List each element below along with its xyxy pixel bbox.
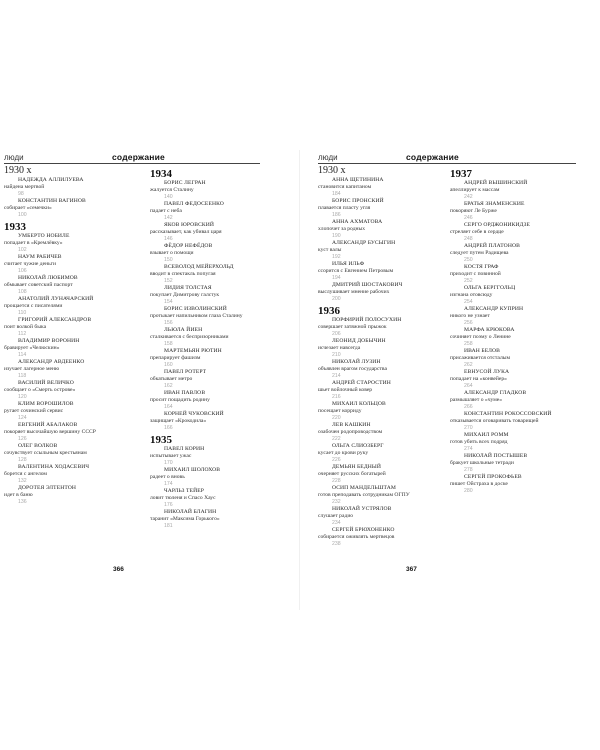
- entry-page: 146: [164, 236, 173, 242]
- entry-description: бравирует «Челюскин»: [4, 345, 60, 351]
- entry-description: шьет войлочный ковер: [318, 387, 373, 393]
- toc-entry[interactable]: [4, 198, 139, 219]
- entry-page: 120: [18, 394, 27, 400]
- toc-entry[interactable]: [4, 233, 139, 254]
- entry-description: покоряет высочайшую вершину СССР: [4, 429, 96, 435]
- entry-page: 266: [464, 404, 473, 410]
- toc-entry[interactable]: [4, 317, 139, 338]
- header-rule: [4, 163, 260, 164]
- toc-entry[interactable]: [318, 422, 453, 443]
- toc-entry[interactable]: [4, 338, 139, 359]
- toc-entry[interactable]: [4, 275, 139, 296]
- entry-name: МИХАИЛ РОММ: [464, 432, 509, 438]
- entry-name: ОЛЕГ ВОЛКОВ: [18, 443, 58, 449]
- entry-description: изгнана отовсюду: [450, 292, 493, 298]
- entry-description: рассказывает, как убивал царя: [150, 229, 222, 235]
- entry-page: 274: [464, 446, 473, 452]
- entry-description: собирается оживлять мертвецов: [318, 534, 395, 540]
- entry-description: попадает в «Кремлёвку»: [4, 240, 63, 246]
- entry-name: АНАТОЛИЙ ЛУНАЧАРСКИЙ: [18, 296, 94, 302]
- entry-description: апеллирует к массам: [450, 187, 500, 193]
- entry-description: готов убить всех подряд: [450, 439, 508, 445]
- entry-page: 142: [164, 215, 173, 221]
- entry-page: 234: [332, 520, 341, 526]
- entry-description: следует путем Радищева: [450, 250, 509, 256]
- entry-description: защищает «Крокодила»: [150, 418, 207, 424]
- entry-name: ВАЛЕНТИНА ХОДАСЕВИЧ: [18, 464, 90, 470]
- toc-entry[interactable]: [450, 432, 585, 453]
- entry-name: МАРФА КРЮКОВА: [464, 327, 515, 333]
- entry-name: ДМИТРИЙ ШОСТАКОВИЧ: [332, 282, 403, 288]
- entry-name: ГРИГОРИЙ АЛЕКСАНДРОВ: [18, 317, 92, 323]
- entry-description: размышляет о «чуме»: [450, 397, 503, 403]
- toc-section: [150, 434, 285, 530]
- entry-page: 190: [332, 233, 341, 239]
- entry-name: БОРИС ПРОНСКИЙ: [332, 198, 384, 204]
- toc-entry[interactable]: [450, 369, 585, 390]
- entry-description: прощается с писателями: [4, 303, 63, 309]
- toc-entry[interactable]: [450, 201, 585, 222]
- toc-entry[interactable]: [4, 485, 139, 506]
- entry-name: АЛЕКСАНДР АВДЕЕНКО: [18, 359, 85, 365]
- entry-name: ИВАН БЕЛОВ: [464, 348, 501, 354]
- toc-entry[interactable]: [4, 177, 139, 198]
- entry-name: ДЕМЬЯН БЕДНЫЙ: [332, 464, 381, 470]
- toc-entry[interactable]: [318, 282, 453, 303]
- entry-description: становится капитаном: [318, 184, 372, 190]
- toc-entry[interactable]: [450, 306, 585, 327]
- entry-name: КОНСТАНТИН ВАГИНОВ: [18, 198, 86, 204]
- entry-description: сообщает о «Смерть острове»: [4, 387, 76, 393]
- entry-description: таранит «Максима Горького»: [150, 516, 220, 522]
- entry-page: 152: [164, 278, 173, 284]
- toc-entry[interactable]: [150, 467, 285, 488]
- entry-name: ОЛЬГА БЕРГГОЛЬЦ: [464, 285, 516, 291]
- entry-name: АНДРЕЙ ВЫШИНСКИЙ: [464, 180, 528, 186]
- entry-description: приходит с повинной: [450, 271, 501, 277]
- entry-description: жалуется Сталину: [150, 187, 194, 193]
- entry-name: АННА ЩЕТИНИНА: [332, 177, 384, 183]
- toc-section: [318, 305, 453, 548]
- entry-name: СЕРГЕЙ ПРОКОФЬЕВ: [464, 474, 522, 480]
- toc-entry[interactable]: [4, 443, 139, 464]
- year-heading: 1933: [4, 221, 26, 233]
- entry-description: испытывает ужас: [150, 453, 192, 459]
- entry-name: ЛЬЮЛА ЙИЕН: [164, 327, 203, 333]
- entry-page: 258: [464, 341, 473, 347]
- entry-description: считает чужие деньги: [4, 261, 56, 267]
- entry-name: КОНСТАНТИН РОКОССОВСКИЙ: [464, 411, 552, 417]
- toc-entry[interactable]: [450, 453, 585, 474]
- entry-name: БРАТЬЯ ЗНАМЕНСКИЕ: [464, 201, 525, 207]
- entry-page: 160: [164, 362, 173, 368]
- toc-entry[interactable]: [318, 338, 453, 359]
- entry-page: 250: [464, 257, 473, 263]
- toc-entry[interactable]: [4, 464, 139, 485]
- entry-name: КЛИМ ВОРОШИЛОВ: [18, 401, 74, 407]
- entry-page: 210: [332, 352, 341, 358]
- entry-page: 136: [18, 499, 27, 505]
- entry-name: МАРТЕМЬЯН РЮТИН: [164, 348, 222, 354]
- toc-entry[interactable]: [450, 222, 585, 243]
- toc-entry[interactable]: [150, 509, 285, 530]
- toc-entry[interactable]: [150, 201, 285, 222]
- entry-description: ссорится с Евгением Петровым: [318, 268, 394, 274]
- decade-label: 1930 х: [318, 165, 346, 176]
- entry-name: ИЛЬЯ ИЛЬФ: [332, 261, 365, 267]
- entry-description: никого не узнает: [450, 313, 490, 319]
- header-rule: [318, 163, 576, 164]
- entry-name: НИКОЛАЙ ПОСТЫШЕВ: [464, 453, 528, 459]
- entry-description: слушает радио: [318, 513, 354, 519]
- entry-name: АЛЕКСАНДР ГЛАДКОВ: [464, 390, 527, 396]
- entry-description: готов преподавать сотрудникам ОГПУ: [318, 492, 410, 498]
- entry-page: 184: [332, 191, 341, 197]
- entry-name: ПАВЕЛ КОРИН: [164, 446, 205, 452]
- entry-description: бракует школьные тетради: [450, 460, 514, 466]
- entry-name: ПОРФИРИЙ ПОЛОСУХИН: [332, 317, 402, 323]
- entry-description: борется с ангелом: [4, 471, 47, 477]
- entry-page: 220: [332, 415, 341, 421]
- entry-page: 232: [332, 499, 341, 505]
- header-section-label: люди: [318, 153, 338, 162]
- entry-description: плавается пласту угля: [318, 205, 371, 211]
- toc-entry[interactable]: [450, 348, 585, 369]
- entry-page: 100: [18, 212, 27, 218]
- entry-description: обмывает советский паспорт: [4, 282, 73, 288]
- toc-entry[interactable]: [318, 401, 453, 422]
- entry-page: 124: [18, 415, 27, 421]
- page-number: 367: [406, 566, 417, 573]
- toc-entry[interactable]: [150, 222, 285, 243]
- entry-name: ОСИП МАНДЕЛЬШТАМ: [332, 485, 396, 491]
- entry-page: 242: [464, 194, 473, 200]
- entry-description: собирает «семечки»: [4, 205, 52, 211]
- entry-description: очерняет русских богатырей: [318, 471, 386, 477]
- entry-page: 214: [332, 373, 341, 379]
- header-title: содержание: [406, 152, 459, 162]
- entry-page: 176: [164, 502, 173, 508]
- entry-page: 98: [18, 191, 24, 197]
- entry-page: 278: [464, 467, 473, 473]
- year-heading: 1937: [450, 168, 472, 180]
- entry-page: 110: [18, 310, 27, 316]
- entry-page: 256: [464, 320, 473, 326]
- entry-page: 216: [332, 394, 341, 400]
- toc-entry[interactable]: [150, 446, 285, 467]
- toc-section: [4, 221, 139, 506]
- toc-section: [450, 168, 585, 495]
- entry-name: АНДРЕЙ СТАРОСТИН: [332, 380, 391, 386]
- entry-page: 226: [332, 457, 341, 463]
- entry-name: ЕВНУСОЙ ЛУКА: [464, 369, 510, 375]
- toc-entry[interactable]: [150, 180, 285, 201]
- entry-page: 246: [464, 215, 473, 221]
- entry-description: отказывается оговаривать товарищей: [450, 418, 539, 424]
- entry-name: СЕРГО ОРДЖОНИКИДЗЕ: [464, 222, 531, 228]
- entry-name: ЛИДИЯ ТОЛСТАЯ: [164, 285, 212, 291]
- toc-section: [150, 168, 285, 432]
- entry-name: ЛЕОНИД ДОБЫЧИН: [332, 338, 386, 344]
- entry-description: присаживается отсталым: [450, 355, 511, 361]
- entry-description: хлопочет за родных: [318, 226, 366, 232]
- entry-page: 264: [464, 383, 473, 389]
- year-heading: 1936: [318, 305, 340, 317]
- entry-page: 270: [464, 425, 473, 431]
- toc-entry[interactable]: [318, 485, 453, 506]
- entry-description: поит волкой быка: [4, 324, 47, 330]
- right-page-column-1: [318, 177, 453, 548]
- entry-description: сочувствует ссыльным крестьянам: [4, 450, 87, 456]
- entry-name: НИКОЛАЙ УСТРЯЛОВ: [332, 506, 392, 512]
- toc-entry[interactable]: [150, 488, 285, 509]
- entry-page: 140: [164, 194, 173, 200]
- entry-page: 106: [18, 268, 27, 274]
- toc-entry[interactable]: [318, 443, 453, 464]
- entry-description: падает с неба: [150, 208, 182, 214]
- toc-entry[interactable]: [150, 264, 285, 285]
- entry-page: 194: [332, 275, 341, 281]
- toc-entry[interactable]: [150, 327, 285, 348]
- entry-page: 192: [332, 254, 341, 260]
- entry-page: 181: [164, 523, 173, 529]
- entry-name: АННА АХМАТОВА: [332, 219, 383, 225]
- entry-name: СЕРГЕЙ БРЮХОНЕНКО: [332, 527, 395, 533]
- entry-page: 174: [164, 481, 173, 487]
- entry-name: НАУМ РАБИЧЕВ: [18, 254, 62, 260]
- decade-label: 1930 х: [4, 165, 32, 176]
- header-title: содержание: [112, 152, 165, 162]
- entry-page: 186: [332, 212, 341, 218]
- entry-description: идет в баню: [4, 492, 33, 498]
- entry-description: препарирует фашизм: [150, 355, 201, 361]
- entry-page: 200: [332, 296, 341, 302]
- toc-entry[interactable]: [450, 243, 585, 264]
- entry-name: УМБЕРТО НОБИЛЕ: [18, 233, 70, 239]
- entry-name: АЛЕКСАНДР БУСЫГИН: [332, 240, 396, 246]
- entry-name: КОРНЕЙ ЧУКОВСКИЙ: [164, 411, 224, 417]
- entry-description: ругает сочинский сервис: [4, 408, 64, 414]
- entry-page: 114: [18, 352, 27, 358]
- entry-page: 154: [164, 299, 173, 305]
- toc-entry[interactable]: [450, 180, 585, 201]
- entry-name: ПАВЕЛ РОТЕРТ: [164, 369, 207, 375]
- toc-entry[interactable]: [150, 348, 285, 369]
- toc-entry[interactable]: [150, 306, 285, 327]
- toc-entry[interactable]: [450, 264, 585, 285]
- entry-page: 228: [332, 478, 341, 484]
- entry-description: ловит тюленя и Спасо Хаус: [150, 495, 216, 501]
- toc-entry[interactable]: [318, 240, 453, 261]
- entry-page: 222: [332, 436, 341, 442]
- toc-entry[interactable]: [4, 401, 139, 422]
- entry-page: 162: [164, 383, 173, 389]
- entry-description: радеет о вновь: [150, 474, 185, 480]
- entry-description: покоряют Ле Бурже: [450, 208, 497, 214]
- entry-page: 102: [18, 247, 27, 253]
- entry-name: ЛЕВ КАШКИН: [332, 422, 371, 428]
- entry-description: покупает Димитрову галстук: [150, 292, 220, 298]
- entry-page: 170: [164, 460, 173, 466]
- toc-entry[interactable]: [318, 219, 453, 240]
- entry-name: НИКОЛАЙ БЛАГИН: [164, 509, 217, 515]
- entry-page: 132: [18, 478, 27, 484]
- toc-entry[interactable]: [450, 411, 585, 432]
- entry-description: обкатывает метро: [150, 376, 193, 382]
- entry-description: просит пощадить родину: [150, 397, 210, 403]
- entry-name: ВСЕВОЛОД МЕЙЕРХОЛЬД: [164, 264, 234, 270]
- toc-entry[interactable]: [4, 380, 139, 401]
- entry-name: ПАВЕЛ ФЕДОСЕЕНКО: [164, 201, 224, 207]
- entry-page: 150: [164, 257, 173, 263]
- toc-entry[interactable]: [150, 390, 285, 411]
- entry-page: 248: [464, 236, 473, 242]
- entry-name: ЯКОВ ЮРОВСКИЙ: [164, 222, 215, 228]
- entry-description: кусает до крови руку: [318, 450, 369, 456]
- entry-page: 126: [18, 436, 27, 442]
- toc-entry[interactable]: [318, 198, 453, 219]
- entry-page: 158: [164, 341, 173, 347]
- toc-section: [4, 177, 139, 219]
- entry-name: НИКОЛАЙ ЛЮБИМОВ: [18, 275, 78, 281]
- entry-name: ФЁДОР НЕФЁДОВ: [164, 243, 213, 249]
- entry-description: куст валы: [318, 247, 342, 253]
- entry-name: КОСТЯ ГРАФ: [464, 264, 499, 270]
- entry-name: ЧАРЛЬЗ ТЕЙЕР: [164, 488, 204, 494]
- year-heading: 1935: [150, 434, 172, 446]
- toc-entry[interactable]: [450, 390, 585, 411]
- entry-description: посещает корриду: [318, 408, 362, 414]
- entry-name: МИХАИЛ КОЛЬЦОВ: [332, 401, 386, 407]
- toc-entry[interactable]: [318, 464, 453, 485]
- toc-entry[interactable]: [318, 261, 453, 282]
- entry-page: 254: [464, 299, 473, 305]
- toc-entry[interactable]: [318, 527, 453, 548]
- toc-entry[interactable]: [4, 359, 139, 380]
- left-page-column-1: [4, 177, 139, 506]
- toc-entry[interactable]: [150, 411, 285, 432]
- entry-name: ЕВГЕНИЙ АБАЛАКОВ: [18, 422, 78, 428]
- toc-entry[interactable]: [4, 296, 139, 317]
- entry-page: 164: [164, 404, 173, 410]
- toc-entry[interactable]: [318, 177, 453, 198]
- toc-entry[interactable]: [150, 285, 285, 306]
- toc-entry[interactable]: [318, 506, 453, 527]
- entry-description: стреляет себе в сердце: [450, 229, 504, 235]
- entry-page: 262: [464, 362, 473, 368]
- entry-name: ВЛАДИМИР ВОРОНИН: [18, 338, 80, 344]
- entry-name: АЛЕКСАНДР КУПРИН: [464, 306, 524, 312]
- toc-entry[interactable]: [318, 380, 453, 401]
- entry-page: 112: [18, 331, 27, 337]
- left-page-column-2: [150, 166, 285, 530]
- entry-description: сталкивается с беспризорниками: [150, 334, 229, 340]
- entry-page: 128: [18, 457, 27, 463]
- entry-name: МИХАИЛ ШОЛОХОВ: [164, 467, 221, 473]
- toc-entry[interactable]: [450, 327, 585, 348]
- toc-entry[interactable]: [4, 254, 139, 275]
- entry-name: НИКОЛАЙ ЛУЗИН: [332, 359, 381, 365]
- entry-page: 118: [18, 373, 27, 379]
- entry-description: попадает на «конвейер»: [450, 376, 507, 382]
- entry-name: ИВАН ПАВЛОВ: [164, 390, 206, 396]
- toc-entry[interactable]: [318, 359, 453, 380]
- entry-description: озабочен родопроводством: [318, 429, 383, 435]
- entry-page: 280: [464, 488, 473, 494]
- entry-name: ДОРОТЕЯ ЭЛТЕНТОН: [18, 485, 77, 491]
- toc-section: [318, 177, 453, 303]
- book-spine: [299, 150, 300, 610]
- entry-page: 252: [464, 278, 473, 284]
- entry-page: 238: [332, 541, 341, 547]
- entry-description: вводит в спектакль попугая: [150, 271, 216, 277]
- entry-name: ВАСИЛИЙ ВЕЛИЧКО: [18, 380, 74, 386]
- entry-name: ОЛЬГА СЛИОЗБЕРГ: [332, 443, 384, 449]
- header-section-label: люди: [4, 153, 24, 162]
- entry-description: сочиняет поэму о Ленине: [450, 334, 511, 340]
- page-number: 366: [113, 566, 124, 573]
- entry-description: исчезает навсегда: [318, 345, 361, 351]
- toc-entry[interactable]: [450, 285, 585, 306]
- entry-page: 108: [18, 289, 27, 295]
- entry-page: 206: [332, 331, 341, 337]
- entry-name: БОРИС ИЗВОЛИНСКИЙ: [164, 306, 227, 312]
- entry-description: выслушивает мнение рабочих: [318, 289, 390, 295]
- entry-name: АНДРЕЙ ПЛАТОНОВ: [464, 243, 520, 249]
- toc-entry[interactable]: [150, 243, 285, 264]
- entry-description: протыкает напильником глаза Сталину: [150, 313, 243, 319]
- entry-description: найдена мертвой: [4, 184, 45, 190]
- toc-entry[interactable]: [318, 317, 453, 338]
- entry-name: НАДЕЖДА АЛЛИЛУЕВА: [18, 177, 84, 183]
- entry-page: 166: [164, 425, 173, 431]
- year-heading: 1934: [150, 168, 172, 180]
- entry-description: взывает о помощи: [150, 250, 194, 256]
- entry-description: объявлен врагом государства: [318, 366, 387, 372]
- toc-entry[interactable]: [450, 474, 585, 495]
- entry-name: БОРИС ЛЕГРАН: [164, 180, 206, 186]
- toc-entry[interactable]: [4, 422, 139, 443]
- entry-description: совершает затяжной прыжок: [318, 324, 387, 330]
- entry-description: пишет Ойстраха в доске: [450, 481, 508, 487]
- entry-description: изучает лагерное меню: [4, 366, 60, 372]
- entry-page: 156: [164, 320, 173, 326]
- right-page-column-2: [450, 166, 585, 495]
- toc-entry[interactable]: [150, 369, 285, 390]
